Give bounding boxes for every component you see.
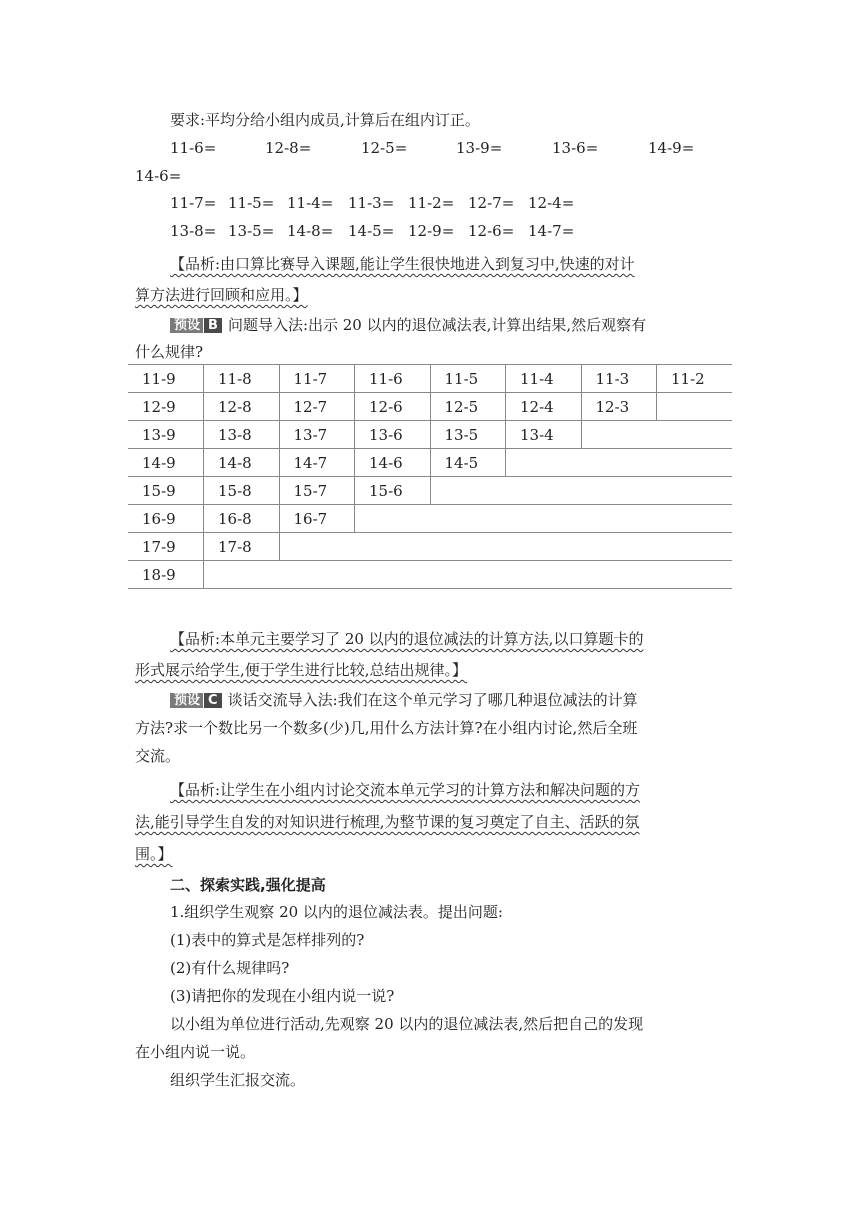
table-cell: 15-6 <box>355 477 431 505</box>
subtraction-table <box>128 364 732 589</box>
drill-item: 12-4= <box>528 194 575 212</box>
table-cell: 17-8 <box>204 533 280 561</box>
question-2: (2)有什么规律吗? <box>170 959 290 977</box>
table-cell: 12-7 <box>279 393 355 421</box>
analysis-note: 围。】 <box>135 845 173 863</box>
item-1: 1.组织学生观察 20 以内的退位减法表。提出问题: <box>170 903 503 921</box>
table-cell: 11-2 <box>657 365 733 393</box>
drill-item: 11-6= <box>170 139 217 157</box>
section-heading: 二、探索实践,强化提高 <box>170 876 326 894</box>
table-cell: 12-3 <box>581 393 657 421</box>
paragraph: 组织学生汇报交流。 <box>170 1071 306 1089</box>
drill-item: 12-5= <box>361 139 408 157</box>
table-cell: 16-8 <box>204 505 280 533</box>
preset-b-line2: 什么规律? <box>135 343 204 361</box>
preset-c-line2: 方法?求一个数比另一个数多(少)几,用什么方法计算?在小组内讨论,然后全班 <box>135 719 638 737</box>
analysis-note: 【品析:本单元主要学习了 20 以内的退位减法的计算方法,以口算题卡的 <box>170 630 644 648</box>
table-cell: 11-5 <box>430 365 506 393</box>
table-cell-empty <box>279 533 732 561</box>
table-cell: 16-9 <box>128 505 204 533</box>
table-row <box>128 477 732 505</box>
drill-item: 13-6= <box>552 139 599 157</box>
table-cell: 17-9 <box>128 533 204 561</box>
table-cell: 13-7 <box>279 421 355 449</box>
analysis-note: 【品析:让学生在小组内讨论交流本单元学习的计算方法和解决问题的方 <box>170 781 641 799</box>
table-cell: 12-8 <box>204 393 280 421</box>
table-cell-empty <box>430 477 732 505</box>
table-cell: 14-9 <box>128 449 204 477</box>
drill-item: 14-8= <box>287 222 334 240</box>
drill-item: 14-7= <box>528 222 575 240</box>
requirement-text: 要求:平均分给小组内成员,计算后在组内订正。 <box>170 111 480 129</box>
table-cell: 13-9 <box>128 421 204 449</box>
table-cell: 11-9 <box>128 365 204 393</box>
table-cell: 14-5 <box>430 449 506 477</box>
table-row <box>128 365 732 393</box>
table-cell: 13-6 <box>355 421 431 449</box>
drill-item: 11-5= <box>228 194 275 212</box>
drill-item: 12-7= <box>468 194 515 212</box>
table-cell: 16-7 <box>279 505 355 533</box>
drill-item: 13-8= <box>170 222 217 240</box>
table-cell: 11-7 <box>279 365 355 393</box>
drill-item: 13-9= <box>456 139 503 157</box>
table-cell: 14-7 <box>279 449 355 477</box>
table-cell-empty <box>581 421 732 449</box>
preset-c-line: 预设 C 谈话交流导入法:我们在这个单元学习了哪几种退位减法的计算 <box>170 688 638 712</box>
table-row <box>128 505 732 533</box>
table-cell: 13-4 <box>506 421 582 449</box>
table-cell-empty <box>204 561 733 589</box>
drill-item: 11-7= <box>170 194 217 212</box>
table-cell-empty <box>506 449 733 477</box>
table-cell-empty <box>657 393 733 421</box>
drill-item: 11-2= <box>408 194 455 212</box>
table-cell: 12-5 <box>430 393 506 421</box>
analysis-note: 【品析:由口算比赛导入课题,能让学生很快地进入到复习中,快速的对计 <box>170 255 635 273</box>
drill-item: 12-6= <box>468 222 515 240</box>
drill-item: 11-3= <box>348 194 395 212</box>
table-cell: 15-7 <box>279 477 355 505</box>
analysis-note: 算方法进行回顾和应用。】 <box>135 286 308 304</box>
table-cell: 12-4 <box>506 393 582 421</box>
drill-item: 12-8= <box>265 139 312 157</box>
table-cell: 11-8 <box>204 365 280 393</box>
table-cell: 12-6 <box>355 393 431 421</box>
table-cell: 14-6 <box>355 449 431 477</box>
preset-b-line: 预设 B 问题导入法:出示 20 以内的退位减法表,计算出结果,然后观察有 <box>170 313 646 337</box>
drill-item: 13-5= <box>228 222 275 240</box>
preset-c-line3: 交流。 <box>135 747 181 765</box>
table-cell: 18-9 <box>128 561 204 589</box>
drill-item: 12-9= <box>408 222 455 240</box>
table-cell: 11-4 <box>506 365 582 393</box>
drill-item: 14-5= <box>348 222 395 240</box>
table-cell: 15-8 <box>204 477 280 505</box>
table-row <box>128 421 732 449</box>
drill-item: 11-4= <box>287 194 334 212</box>
preset-b-badge: 预设 B <box>170 317 222 335</box>
table-cell-empty <box>355 505 733 533</box>
table-row <box>128 393 732 421</box>
table-cell: 13-5 <box>430 421 506 449</box>
preset-c-badge: 预设 C <box>170 692 222 710</box>
paragraph: 在小组内说一说。 <box>135 1043 256 1061</box>
table-row <box>128 449 732 477</box>
table-cell: 15-9 <box>128 477 204 505</box>
table-row <box>128 533 732 561</box>
analysis-note: 形式展示给学生,便于学生进行比较,总结出规律。】 <box>135 661 468 679</box>
question-1: (1)表中的算式是怎样排列的? <box>170 931 365 949</box>
table-cell: 11-6 <box>355 365 431 393</box>
paragraph: 以小组为单位进行活动,先观察 20 以内的退位减法表,然后把自己的发现 <box>170 1015 644 1033</box>
drill-item: 14-6= <box>135 167 182 185</box>
table-row <box>128 561 732 589</box>
table-cell: 11-3 <box>581 365 657 393</box>
table-cell: 14-8 <box>204 449 280 477</box>
question-3: (3)请把你的发现在小组内说一说? <box>170 987 395 1005</box>
table-cell: 13-8 <box>204 421 280 449</box>
table-cell: 12-9 <box>128 393 204 421</box>
drill-item: 14-9= <box>648 139 695 157</box>
analysis-note: 法,能引导学生自发的对知识进行梳理,为整节课的复习奠定了自主、活跃的氛 <box>135 813 640 831</box>
